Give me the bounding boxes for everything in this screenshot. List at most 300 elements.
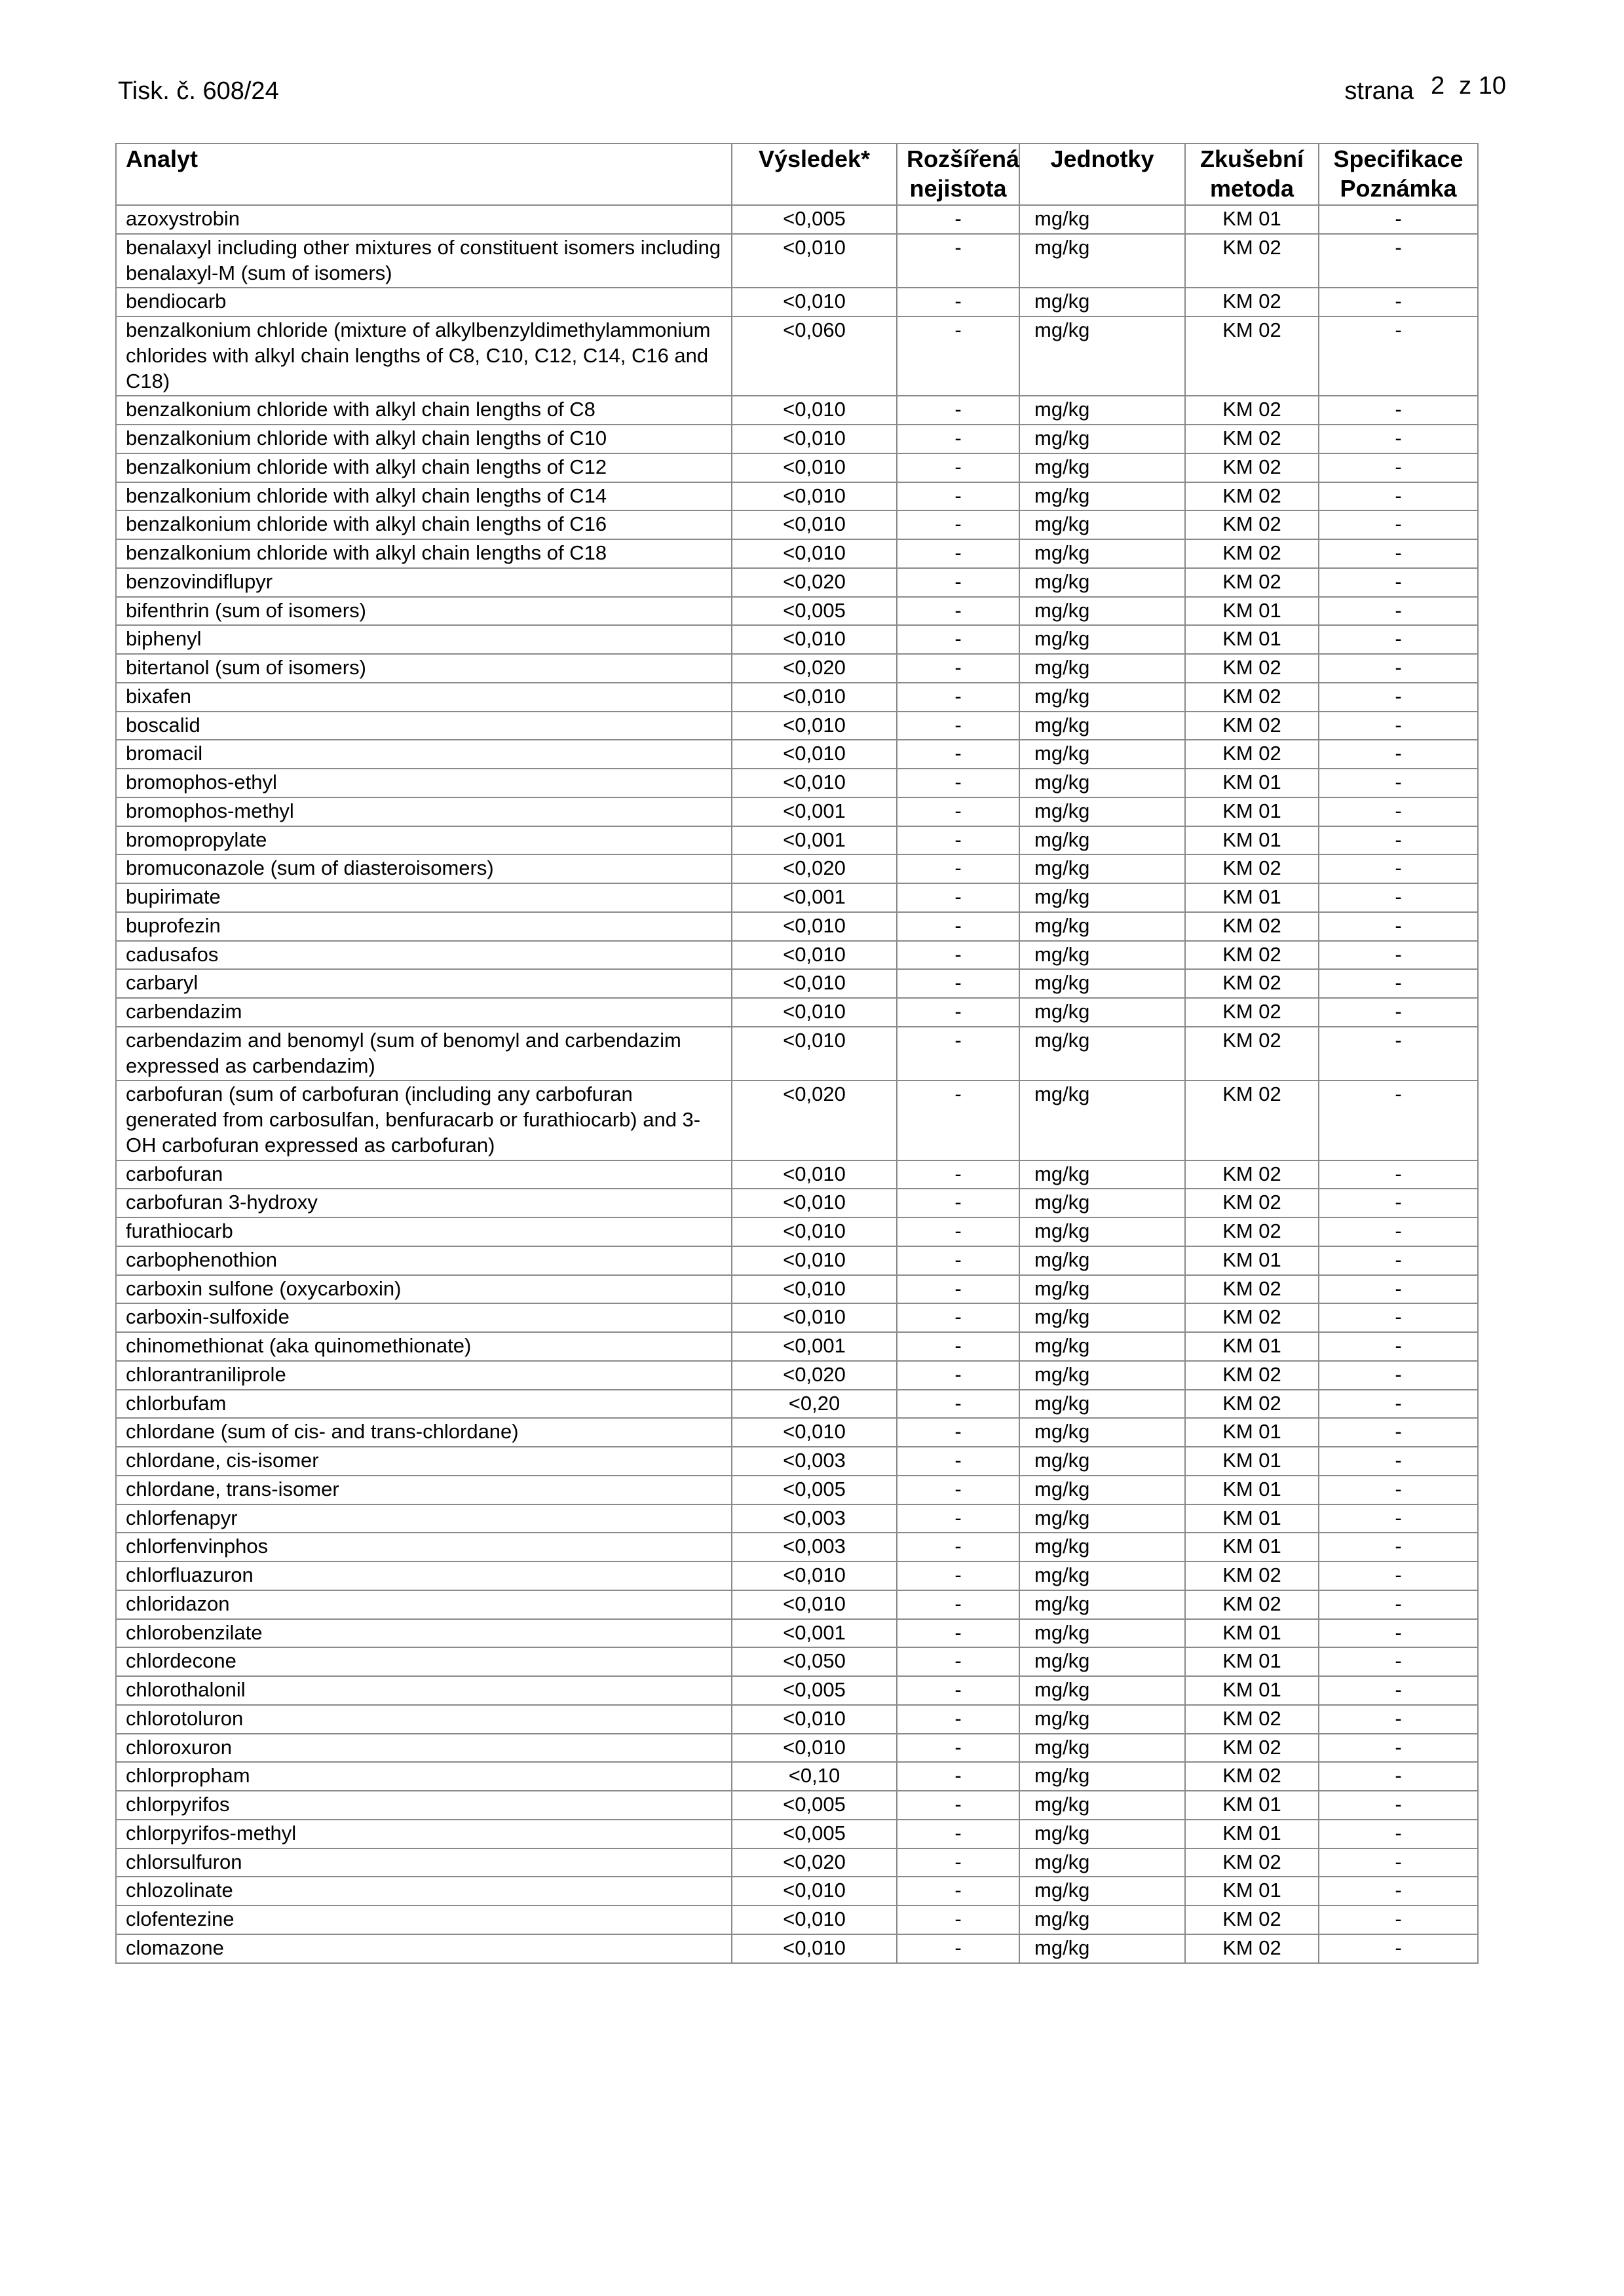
test-method: KM 02 [1185, 654, 1319, 683]
test-method: KM 01 [1185, 883, 1319, 912]
unit: mg/kg [1019, 912, 1185, 941]
analyte-name: carboxin sulfone (oxycarboxin) [116, 1275, 732, 1304]
unit: mg/kg [1019, 482, 1185, 511]
result-value: <0,010 [732, 769, 897, 797]
test-method: KM 01 [1185, 625, 1319, 654]
unit: mg/kg [1019, 625, 1185, 654]
column-header-units: Jednotky [1019, 144, 1185, 205]
specification-note: - [1319, 1647, 1478, 1676]
analyte-name: furathiocarb [116, 1217, 732, 1246]
test-method: KM 02 [1185, 1905, 1319, 1934]
table-row [116, 654, 1478, 683]
result-value: <0,005 [732, 1820, 897, 1848]
expanded-uncertainty: - [897, 1189, 1019, 1217]
expanded-uncertainty: - [897, 712, 1019, 740]
table-row [116, 1590, 1478, 1619]
table-row [116, 1762, 1478, 1791]
table-row [116, 1027, 1478, 1081]
analyte-name: chlorotoluron [116, 1705, 732, 1734]
analyte-name: bifenthrin (sum of isomers) [116, 597, 732, 626]
test-method: KM 01 [1185, 205, 1319, 234]
unit: mg/kg [1019, 1791, 1185, 1820]
analyte-name: carbaryl [116, 969, 732, 998]
analyte-name: benzovindiflupyr [116, 568, 732, 597]
page-header [118, 72, 1506, 117]
result-value: <0,010 [732, 1418, 897, 1447]
test-method: KM 02 [1185, 1734, 1319, 1763]
unit: mg/kg [1019, 288, 1185, 316]
test-method: KM 02 [1185, 1561, 1319, 1590]
result-value: <0,010 [732, 482, 897, 511]
specification-note: - [1319, 1303, 1478, 1332]
unit: mg/kg [1019, 1561, 1185, 1590]
result-value: <0,050 [732, 1647, 897, 1676]
analyte-name: bromopropylate [116, 826, 732, 855]
analyte-name: chlordane, trans-isomer [116, 1476, 732, 1504]
table-row [116, 1905, 1478, 1934]
result-value: <0,060 [732, 316, 897, 396]
expanded-uncertainty: - [897, 1705, 1019, 1734]
specification-note: - [1319, 1361, 1478, 1390]
specification-note: - [1319, 797, 1478, 826]
test-method: KM 01 [1185, 1791, 1319, 1820]
specification-note: - [1319, 1934, 1478, 1963]
table-row [116, 1217, 1478, 1246]
test-method: KM 02 [1185, 1848, 1319, 1877]
unit: mg/kg [1019, 1619, 1185, 1648]
unit: mg/kg [1019, 510, 1185, 539]
specification-note: - [1319, 625, 1478, 654]
table-row [116, 712, 1478, 740]
result-value: <0,010 [732, 539, 897, 568]
unit: mg/kg [1019, 1081, 1185, 1160]
test-method: KM 01 [1185, 1332, 1319, 1361]
table-row [116, 1081, 1478, 1160]
table-row [116, 1390, 1478, 1419]
specification-note: - [1319, 912, 1478, 941]
result-value: <0,010 [732, 1561, 897, 1590]
expanded-uncertainty: - [897, 1877, 1019, 1905]
expanded-uncertainty: - [897, 1619, 1019, 1648]
expanded-uncertainty: - [897, 316, 1019, 396]
specification-note: - [1319, 539, 1478, 568]
specification-note: - [1319, 740, 1478, 769]
specification-note: - [1319, 510, 1478, 539]
unit: mg/kg [1019, 1905, 1185, 1934]
result-value: <0,010 [732, 510, 897, 539]
table-row [116, 1820, 1478, 1848]
specification-note: - [1319, 1561, 1478, 1590]
analyte-name: chlorobenzilate [116, 1619, 732, 1648]
test-method: KM 02 [1185, 1275, 1319, 1304]
table-row [116, 1246, 1478, 1275]
test-method: KM 02 [1185, 683, 1319, 712]
specification-note: - [1319, 453, 1478, 482]
test-method: KM 02 [1185, 1027, 1319, 1081]
table-row [116, 1275, 1478, 1304]
analyte-name: boscalid [116, 712, 732, 740]
specification-note: - [1319, 712, 1478, 740]
unit: mg/kg [1019, 1848, 1185, 1877]
result-value: <0,010 [732, 1275, 897, 1304]
unit: mg/kg [1019, 396, 1185, 425]
result-value: <0,010 [732, 912, 897, 941]
result-value: <0,020 [732, 654, 897, 683]
analyte-name: clomazone [116, 1934, 732, 1963]
analyte-name: benzalkonium chloride (mixture of alkylbenzyldimethylammonium chlorides with alkyl chain lengths of C8, C10, C12, C14, C16 and C18) [116, 316, 732, 396]
unit: mg/kg [1019, 1533, 1185, 1561]
analyte-name: carbofuran 3-hydroxy [116, 1189, 732, 1217]
result-value: <0,001 [732, 1332, 897, 1361]
column-header-method: Zkušební metoda [1185, 144, 1319, 205]
unit: mg/kg [1019, 1705, 1185, 1734]
analyte-name: carbendazim [116, 998, 732, 1027]
analyte-name: chlorantraniliprole [116, 1361, 732, 1390]
specification-note: - [1319, 1217, 1478, 1246]
result-value: <0,010 [732, 396, 897, 425]
result-value: <0,001 [732, 826, 897, 855]
expanded-uncertainty: - [897, 396, 1019, 425]
expanded-uncertainty: - [897, 1081, 1019, 1160]
specification-note: - [1319, 1533, 1478, 1561]
analyte-name: benzalkonium chloride with alkyl chain lengths of C8 [116, 396, 732, 425]
expanded-uncertainty: - [897, 1762, 1019, 1791]
specification-note: - [1319, 1447, 1478, 1476]
table-row [116, 1705, 1478, 1734]
table-row [116, 740, 1478, 769]
expanded-uncertainty: - [897, 1447, 1019, 1476]
test-method: KM 02 [1185, 1934, 1319, 1963]
analyte-name: chlorothalonil [116, 1676, 732, 1705]
test-method: KM 02 [1185, 740, 1319, 769]
analyte-name: cadusafos [116, 941, 732, 970]
result-value: <0,001 [732, 797, 897, 826]
expanded-uncertainty: - [897, 453, 1019, 482]
unit: mg/kg [1019, 740, 1185, 769]
specification-note: - [1319, 1160, 1478, 1189]
unit: mg/kg [1019, 1275, 1185, 1304]
test-method: KM 01 [1185, 1647, 1319, 1676]
expanded-uncertainty: - [897, 539, 1019, 568]
specification-note: - [1319, 1275, 1478, 1304]
result-value: <0,010 [732, 998, 897, 1027]
result-value: <0,010 [732, 425, 897, 453]
specification-note: - [1319, 826, 1478, 855]
analyte-name: benzalkonium chloride with alkyl chain lengths of C10 [116, 425, 732, 453]
unit: mg/kg [1019, 1189, 1185, 1217]
unit: mg/kg [1019, 568, 1185, 597]
expanded-uncertainty: - [897, 510, 1019, 539]
specification-note: - [1319, 288, 1478, 316]
result-value: <0,010 [732, 1877, 897, 1905]
expanded-uncertainty: - [897, 1820, 1019, 1848]
analyte-name: carbophenothion [116, 1246, 732, 1275]
test-method: KM 01 [1185, 1504, 1319, 1533]
result-value: <0,010 [732, 1705, 897, 1734]
unit: mg/kg [1019, 941, 1185, 970]
table-row [116, 826, 1478, 855]
table-row [116, 510, 1478, 539]
expanded-uncertainty: - [897, 1848, 1019, 1877]
table-row [116, 396, 1478, 425]
result-value: <0,010 [732, 1027, 897, 1081]
specification-note: - [1319, 1905, 1478, 1934]
result-value: <0,001 [732, 1619, 897, 1648]
specification-note: - [1319, 683, 1478, 712]
test-method: KM 02 [1185, 1189, 1319, 1217]
specification-note: - [1319, 425, 1478, 453]
expanded-uncertainty: - [897, 769, 1019, 797]
unit: mg/kg [1019, 883, 1185, 912]
test-method: KM 02 [1185, 941, 1319, 970]
table-row [116, 998, 1478, 1027]
table-row [116, 1332, 1478, 1361]
specification-note: - [1319, 998, 1478, 1027]
specification-note: - [1319, 883, 1478, 912]
unit: mg/kg [1019, 205, 1185, 234]
unit: mg/kg [1019, 597, 1185, 626]
result-value: <0,010 [732, 941, 897, 970]
test-method: KM 01 [1185, 1619, 1319, 1648]
analyte-name: biphenyl [116, 625, 732, 654]
expanded-uncertainty: - [897, 625, 1019, 654]
specification-note: - [1319, 1418, 1478, 1447]
table-row [116, 883, 1478, 912]
test-method: KM 02 [1185, 396, 1319, 425]
unit: mg/kg [1019, 969, 1185, 998]
analyte-name: carboxin-sulfoxide [116, 1303, 732, 1332]
result-value: <0,020 [732, 1848, 897, 1877]
specification-note: - [1319, 205, 1478, 234]
unit: mg/kg [1019, 654, 1185, 683]
results-table [115, 143, 1479, 1964]
specification-note: - [1319, 1189, 1478, 1217]
expanded-uncertainty: - [897, 941, 1019, 970]
specification-note: - [1319, 234, 1478, 288]
table-row [116, 539, 1478, 568]
analyte-name: chlordecone [116, 1647, 732, 1676]
table-row [116, 1303, 1478, 1332]
expanded-uncertainty: - [897, 854, 1019, 883]
unit: mg/kg [1019, 1934, 1185, 1963]
analyte-name: chlorpropham [116, 1762, 732, 1791]
page-current: 2 [1431, 72, 1445, 100]
unit: mg/kg [1019, 453, 1185, 482]
test-method: KM 02 [1185, 510, 1319, 539]
expanded-uncertainty: - [897, 234, 1019, 288]
table-row [116, 1418, 1478, 1447]
analyte-name: chlorfenvinphos [116, 1533, 732, 1561]
test-method: KM 02 [1185, 1705, 1319, 1734]
table-row [116, 1791, 1478, 1820]
unit: mg/kg [1019, 1762, 1185, 1791]
expanded-uncertainty: - [897, 1027, 1019, 1081]
specification-note: - [1319, 1027, 1478, 1081]
expanded-uncertainty: - [897, 1533, 1019, 1561]
result-value: <0,010 [732, 1189, 897, 1217]
specification-note: - [1319, 1848, 1478, 1877]
unit: mg/kg [1019, 998, 1185, 1027]
specification-note: - [1319, 1676, 1478, 1705]
table-row [116, 1848, 1478, 1877]
specification-note: - [1319, 568, 1478, 597]
specification-note: - [1319, 1734, 1478, 1763]
expanded-uncertainty: - [897, 1303, 1019, 1332]
analyte-name: chinomethionat (aka quinomethionate) [116, 1332, 732, 1361]
table-row [116, 769, 1478, 797]
expanded-uncertainty: - [897, 1647, 1019, 1676]
result-value: <0,010 [732, 453, 897, 482]
expanded-uncertainty: - [897, 740, 1019, 769]
test-method: KM 01 [1185, 1447, 1319, 1476]
expanded-uncertainty: - [897, 969, 1019, 998]
table-row [116, 1447, 1478, 1476]
specification-note: - [1319, 1619, 1478, 1648]
table-row [116, 1504, 1478, 1533]
result-value: <0,003 [732, 1533, 897, 1561]
expanded-uncertainty: - [897, 1217, 1019, 1246]
unit: mg/kg [1019, 769, 1185, 797]
unit: mg/kg [1019, 1447, 1185, 1476]
test-method: KM 01 [1185, 1533, 1319, 1561]
test-method: KM 01 [1185, 769, 1319, 797]
analyte-name: chlorsulfuron [116, 1848, 732, 1877]
result-value: <0,020 [732, 1081, 897, 1160]
specification-note: - [1319, 969, 1478, 998]
specification-note: - [1319, 1590, 1478, 1619]
table-row [116, 683, 1478, 712]
unit: mg/kg [1019, 854, 1185, 883]
analyte-name: chlordane, cis-isomer [116, 1447, 732, 1476]
expanded-uncertainty: - [897, 425, 1019, 453]
unit: mg/kg [1019, 712, 1185, 740]
analyte-name: clofentezine [116, 1905, 732, 1934]
analyte-name: bromophos-ethyl [116, 769, 732, 797]
result-value: <0,010 [732, 288, 897, 316]
table-row [116, 234, 1478, 288]
expanded-uncertainty: - [897, 1791, 1019, 1820]
result-value: <0,010 [732, 234, 897, 288]
expanded-uncertainty: - [897, 568, 1019, 597]
test-method: KM 02 [1185, 1361, 1319, 1390]
test-method: KM 02 [1185, 568, 1319, 597]
test-method: KM 02 [1185, 712, 1319, 740]
test-method: KM 02 [1185, 1590, 1319, 1619]
table-row [116, 1533, 1478, 1561]
specification-note: - [1319, 1246, 1478, 1275]
expanded-uncertainty: - [897, 1676, 1019, 1705]
unit: mg/kg [1019, 1877, 1185, 1905]
test-method: KM 02 [1185, 425, 1319, 453]
unit: mg/kg [1019, 683, 1185, 712]
test-method: KM 01 [1185, 1820, 1319, 1848]
unit: mg/kg [1019, 1647, 1185, 1676]
specification-note: - [1319, 941, 1478, 970]
expanded-uncertainty: - [897, 1275, 1019, 1304]
result-value: <0,20 [732, 1390, 897, 1419]
expanded-uncertainty: - [897, 683, 1019, 712]
test-method: KM 02 [1185, 539, 1319, 568]
test-method: KM 02 [1185, 316, 1319, 396]
result-value: <0,010 [732, 1303, 897, 1332]
page-total: z 10 [1459, 72, 1506, 100]
specification-note: - [1319, 1081, 1478, 1160]
analyte-name: benzalkonium chloride with alkyl chain lengths of C16 [116, 510, 732, 539]
unit: mg/kg [1019, 1246, 1185, 1275]
specification-note: - [1319, 854, 1478, 883]
table-row [116, 797, 1478, 826]
expanded-uncertainty: - [897, 1361, 1019, 1390]
expanded-uncertainty: - [897, 597, 1019, 626]
analyte-name: carbofuran [116, 1160, 732, 1189]
result-value: <0,005 [732, 1791, 897, 1820]
expanded-uncertainty: - [897, 1561, 1019, 1590]
table-row [116, 288, 1478, 316]
column-header-specification: Specifikace Poznámka [1319, 144, 1478, 205]
specification-note: - [1319, 1762, 1478, 1791]
test-method: KM 02 [1185, 1217, 1319, 1246]
test-method: KM 02 [1185, 854, 1319, 883]
test-method: KM 01 [1185, 1877, 1319, 1905]
test-method: KM 02 [1185, 1160, 1319, 1189]
result-value: <0,020 [732, 1361, 897, 1390]
test-method: KM 01 [1185, 797, 1319, 826]
unit: mg/kg [1019, 1590, 1185, 1619]
specification-note: - [1319, 597, 1478, 626]
analyte-name: bendiocarb [116, 288, 732, 316]
expanded-uncertainty: - [897, 826, 1019, 855]
unit: mg/kg [1019, 1676, 1185, 1705]
test-method: KM 02 [1185, 234, 1319, 288]
test-method: KM 02 [1185, 912, 1319, 941]
analyte-name: benzalkonium chloride with alkyl chain lengths of C14 [116, 482, 732, 511]
expanded-uncertainty: - [897, 482, 1019, 511]
test-method: KM 02 [1185, 969, 1319, 998]
test-method: KM 01 [1185, 1476, 1319, 1504]
result-value: <0,005 [732, 1476, 897, 1504]
result-value: <0,010 [732, 712, 897, 740]
test-method: KM 02 [1185, 453, 1319, 482]
table-row [116, 1476, 1478, 1504]
test-method: KM 02 [1185, 1390, 1319, 1419]
column-header-uncertainty: Rozšířená nejistota [897, 144, 1019, 205]
table-row [116, 1189, 1478, 1217]
expanded-uncertainty: - [897, 912, 1019, 941]
analyte-name: bixafen [116, 683, 732, 712]
test-method: KM 01 [1185, 597, 1319, 626]
document-reference: Tisk. č. 608/24 [118, 77, 279, 105]
result-value: <0,020 [732, 854, 897, 883]
column-header-analyt: Analyt [116, 144, 732, 205]
table-row [116, 1676, 1478, 1705]
unit: mg/kg [1019, 1303, 1185, 1332]
result-value: <0,003 [732, 1447, 897, 1476]
analyte-name: carbofuran (sum of carbofuran (including any carbofuran generated from carbosulfan, benfuracarb or furathiocarb) and 3-OH carbofuran expressed as carbofuran) [116, 1081, 732, 1160]
table-row [116, 1619, 1478, 1648]
analyte-name: chlorfenapyr [116, 1504, 732, 1533]
table-row [116, 1160, 1478, 1189]
result-value: <0,010 [732, 1160, 897, 1189]
specification-note: - [1319, 1820, 1478, 1848]
result-value: <0,001 [732, 883, 897, 912]
table-row [116, 1934, 1478, 1963]
analyte-name: chloridazon [116, 1590, 732, 1619]
page-label: strana [1344, 77, 1414, 105]
expanded-uncertainty: - [897, 1246, 1019, 1275]
result-value: <0,003 [732, 1504, 897, 1533]
result-value: <0,005 [732, 597, 897, 626]
unit: mg/kg [1019, 1734, 1185, 1763]
